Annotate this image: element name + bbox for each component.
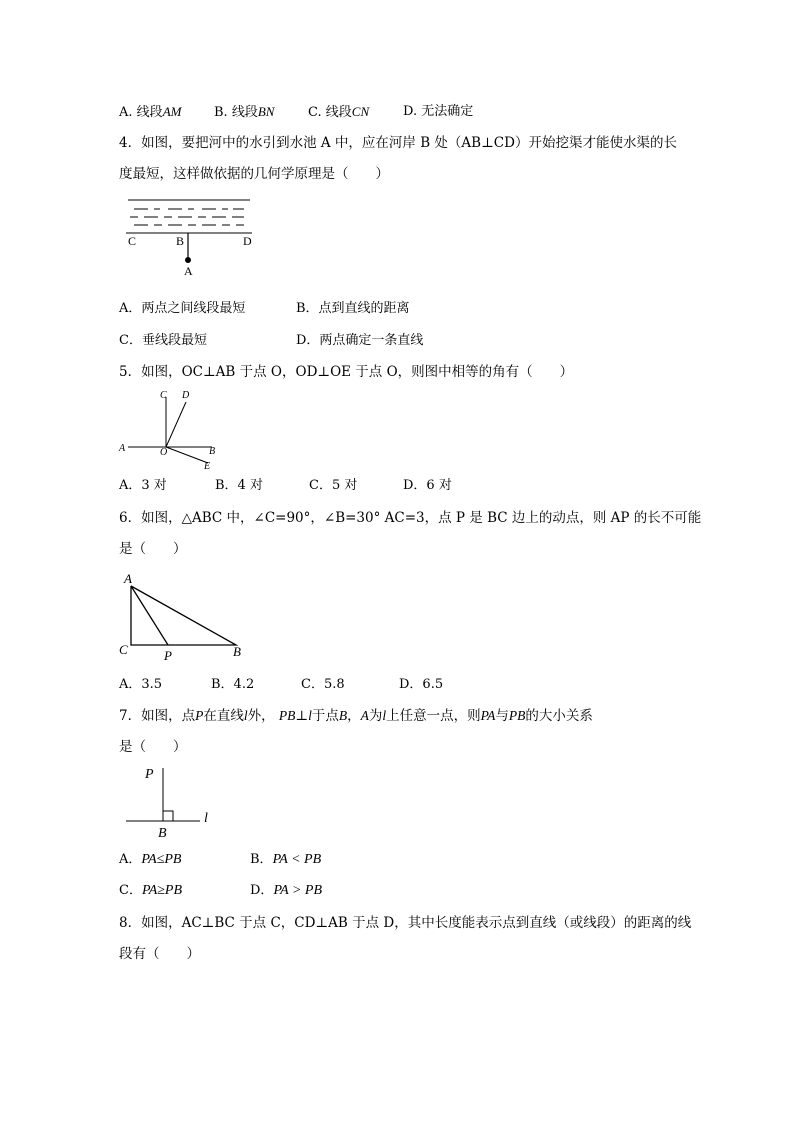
q5-label-e: E — [204, 461, 211, 472]
q6-option-a: A．3.5 — [119, 677, 163, 692]
q5-label-c: C — [160, 390, 167, 401]
q5-label-a: A — [119, 443, 126, 454]
q7-stem-line2: 是（ ） — [119, 739, 187, 755]
q4-option-a: A．两点之间线段最短 — [119, 301, 246, 316]
q6-stem-line2: 是（ ） — [119, 541, 187, 557]
q3-option-a: A. 线段AM — [119, 104, 182, 120]
q5-label-o: O — [160, 447, 168, 458]
q7-option-a: A．PA≤PB — [119, 852, 182, 867]
q7-option-b: B．PA < PB — [250, 852, 322, 867]
q6-label-p: P — [164, 648, 172, 663]
q7-label-l: l — [204, 811, 208, 826]
q4-option-c: C．垂线段最短 — [119, 333, 207, 348]
q5-option-b: B．4 对 — [215, 478, 263, 493]
q5-option-c: C．5 对 — [309, 478, 358, 493]
q6-stem-line1: 6．如图，△ABC 中，∠C=90°，∠B=30° AC=3，点 P 是 BC 边上的动点，则 AP 的长不可能 — [119, 510, 702, 526]
q6-option-b: B．4.2 — [211, 677, 255, 692]
q5-stem-line1: 5．如图，OC⊥AB 于点 O，OD⊥OE 于点 O，则图中相等的角有（ ） — [119, 364, 574, 380]
q4-label-a: A — [184, 264, 193, 278]
q4-label-b: B — [176, 234, 185, 248]
q6-label-b: B — [233, 644, 241, 659]
q4-option-d: D．两点确定一条直线 — [296, 333, 424, 348]
q6-option-d: D．6.5 — [399, 677, 444, 692]
q8-stem-line2: 段有（ ） — [119, 946, 200, 962]
q6-option-c: C．5.8 — [301, 677, 345, 692]
q7-label-p: P — [145, 767, 154, 782]
q3-option-c: C. 线段CN — [308, 104, 370, 120]
q7-stem-line1: 7．如图，点P在直线l外， PB⊥l于点B，A为l上任意一点，则PA与PB的大小关系 — [119, 708, 593, 724]
q4-stem-line2: 度最短，这样做依据的几何学原理是（ ） — [119, 166, 389, 182]
q6-label-c: C — [119, 642, 128, 657]
q7-option-d: D．PA > PB — [250, 883, 323, 898]
q3-option-d: D. 无法确定 — [403, 104, 474, 119]
q4-stem-line1: 4．如图，要把河中的水引到水池 A 中，应在河岸 B 处（AB⊥CD）开始挖渠才能使水渠的长 — [119, 135, 677, 151]
q4-label-c: C — [128, 234, 137, 248]
q8-stem-line1: 8．如图，AC⊥BC 于点 C，CD⊥AB 于点 D，其中长度能表示点到直线（或线段）的距离的线 — [119, 915, 692, 931]
q4-label-d: D — [243, 234, 252, 248]
q4-option-b: B．点到直线的距离 — [296, 301, 410, 316]
q7-label-b: B — [158, 826, 167, 841]
q7-option-c: C．PA≥PB — [119, 883, 183, 898]
q6-label-a: A — [124, 571, 132, 586]
q5-option-a: A．3 对 — [119, 478, 167, 493]
q5-option-d: D．6 对 — [403, 478, 452, 493]
q5-label-d: D — [182, 390, 190, 401]
q3-option-b: B. 线段BN — [214, 104, 275, 120]
q5-label-b: B — [209, 446, 216, 457]
